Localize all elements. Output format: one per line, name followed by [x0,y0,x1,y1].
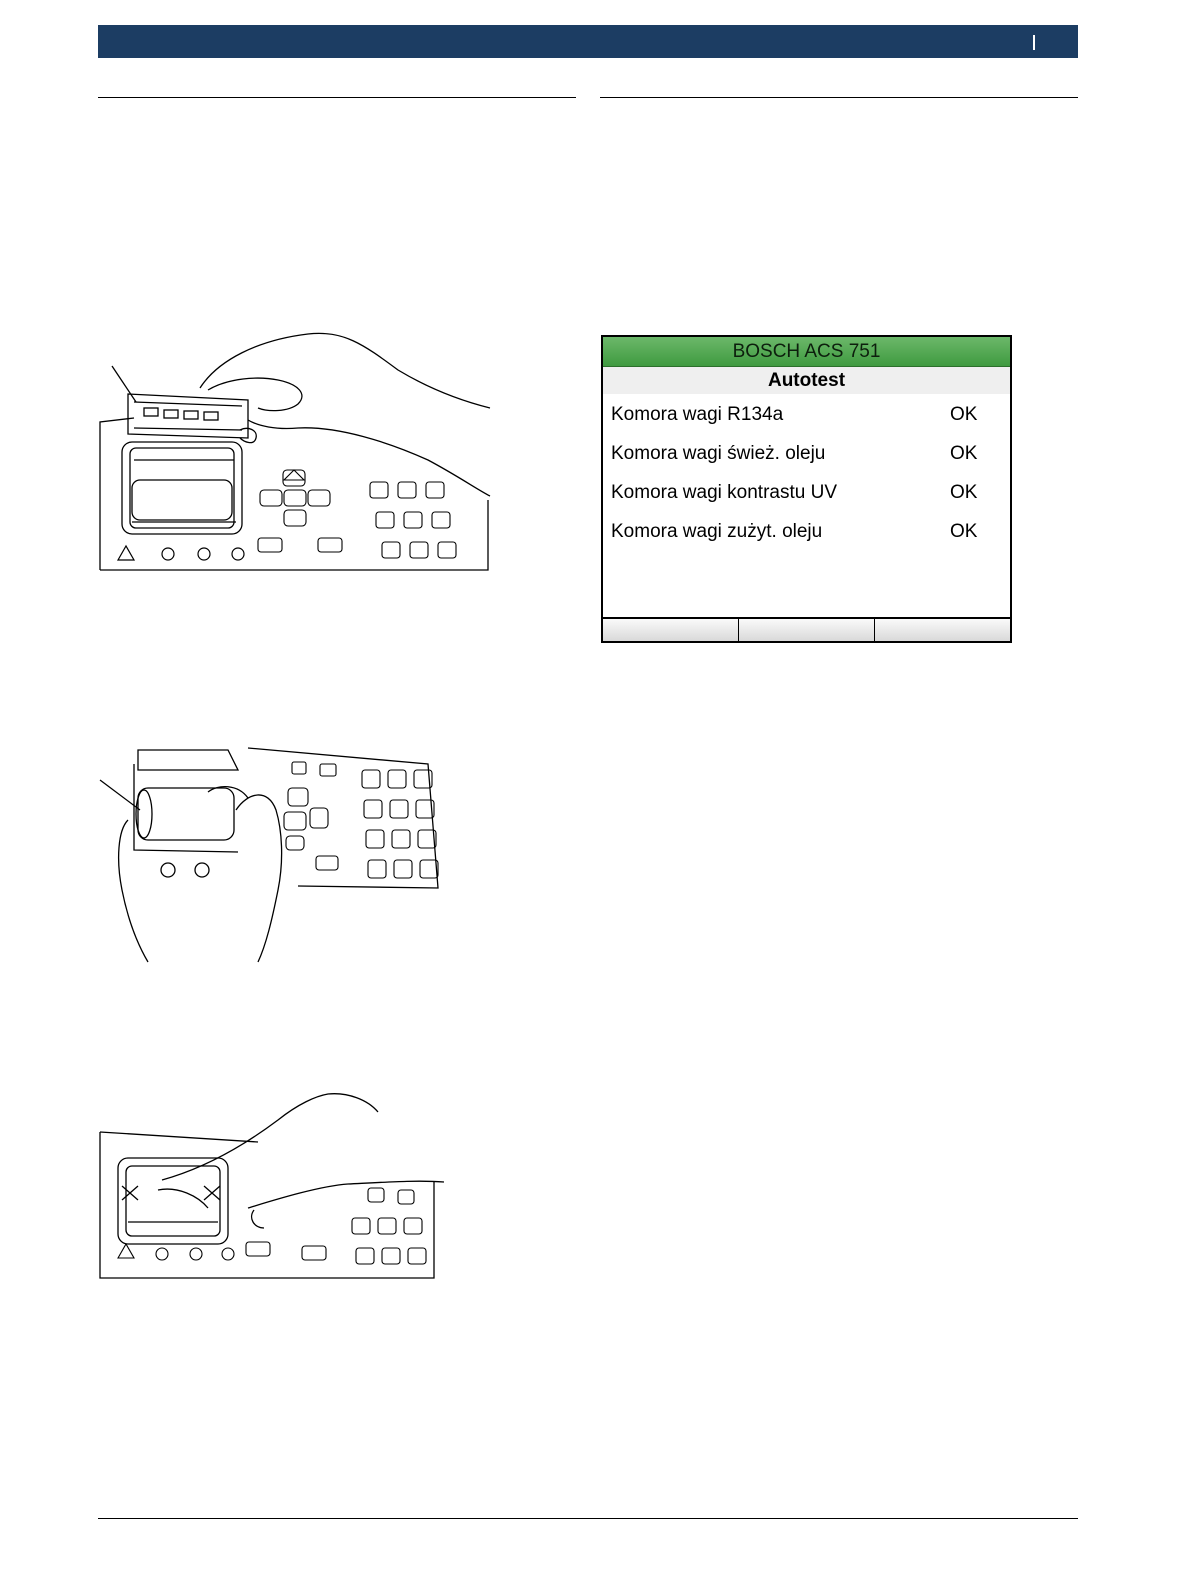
enter-key [284,490,306,506]
autotest-row [611,402,990,428]
header-bar [98,25,1078,58]
softkey-2[interactable] [739,619,875,641]
row-label: Komora wagi zużyt. oleju [611,521,823,542]
gear-icon [190,1248,202,1260]
arrow-up-key [284,470,304,480]
row-status: OK [950,443,978,464]
warning-icon [118,546,134,560]
paper-roll-insert-illustration [98,740,443,965]
softkey-1[interactable] [603,619,739,641]
screen-subtitle: Autotest [603,367,1010,394]
arrow-right-key [308,490,330,506]
row-status: OK [950,404,978,425]
footer-rule [98,1518,1078,1519]
printer-icon [156,1248,168,1260]
row-status: OK [950,521,978,542]
warning-icon [118,1244,134,1258]
info-icon [232,548,244,560]
printer-icon [162,548,174,560]
printer-open-illustration [98,330,498,575]
printer-close-illustration [98,1090,448,1285]
row-label: Komora wagi śwież. oleju [611,443,826,464]
row-label: Komora wagi kontrastu UV [611,482,837,503]
arrow-left-key [260,490,282,506]
autotest-row [611,519,990,545]
autotest-row [611,480,990,506]
autotest-row [611,441,990,467]
row-status: OK [950,482,978,503]
screen-title: BOSCH ACS 751 [603,337,1010,367]
leader-line [112,366,136,402]
softkey-3[interactable] [875,619,1010,641]
arrow-down-key [284,510,306,526]
info-icon [222,1248,234,1260]
header-separator [1033,35,1035,50]
lcd-screen [601,335,1012,643]
row-label: Komora wagi R134a [611,404,784,425]
right-column-rule [600,97,1078,98]
left-column-rule [98,97,576,98]
gear-icon [198,548,210,560]
softkey-bar [603,617,1010,641]
